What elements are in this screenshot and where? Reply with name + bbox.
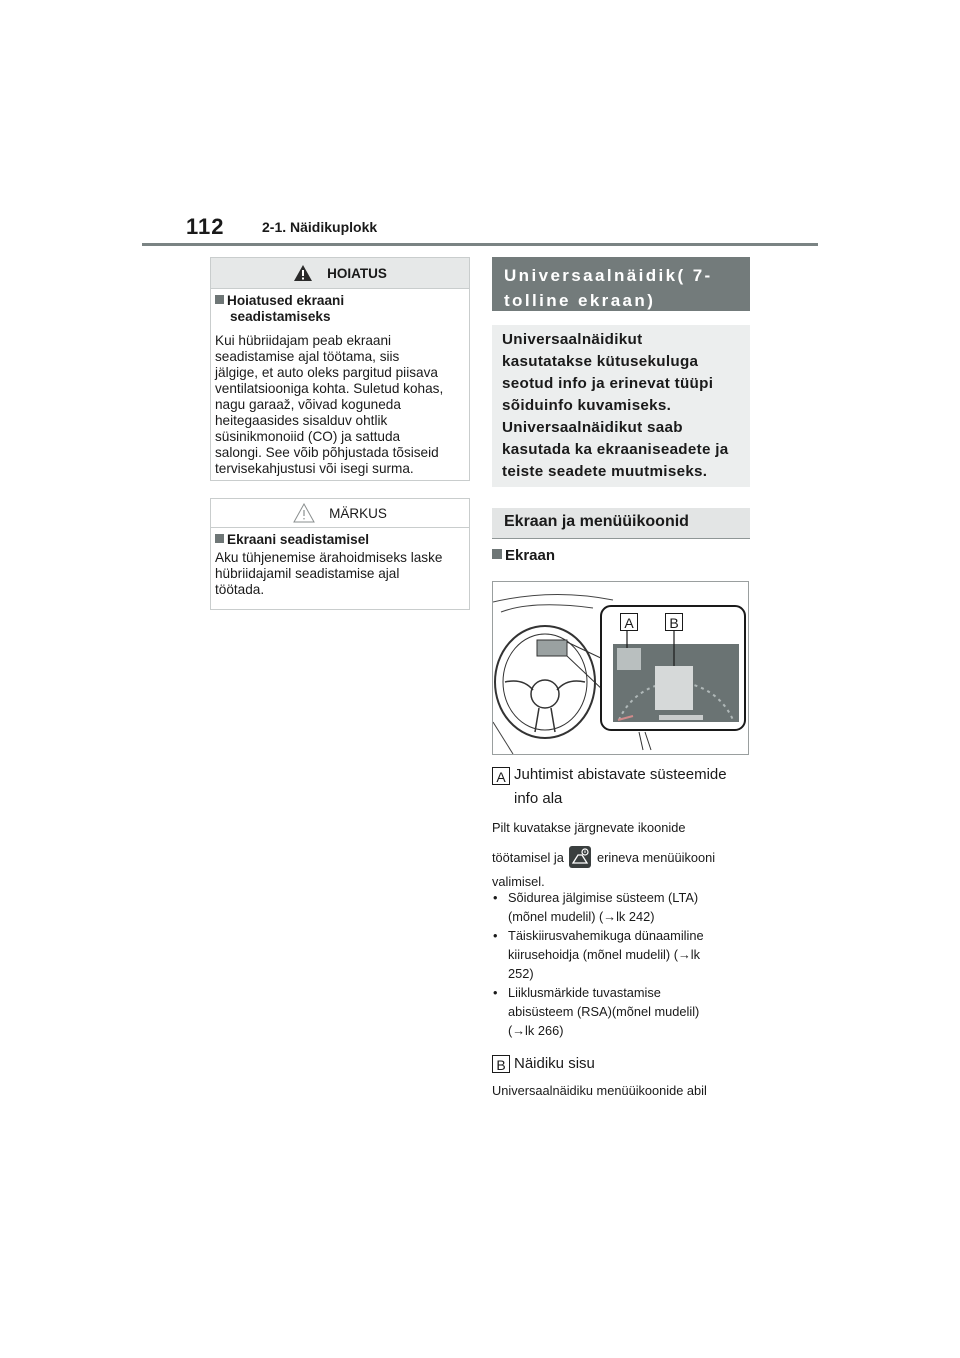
notice-subheading: Ekraani seadistamisel	[227, 532, 370, 547]
square-bullet-icon	[215, 295, 224, 304]
item-b-desc: Universaalnäidiku menüüikoonide abil	[492, 1083, 707, 1098]
item-a-desc-line-1: Pilt kuvatakse järgnevate ikoonide	[492, 820, 686, 835]
notice-title: MÄRKUS	[329, 505, 387, 521]
warning-subheading: Hoiatused ekraani seadistamiseks	[215, 293, 469, 325]
list-item: • Täiskiirusvahemikuga dünaamiline kiirusehoidja (mõnel mudelil) (→lk 252)	[492, 926, 750, 983]
header-rule	[142, 243, 818, 246]
notice-box-header	[211, 499, 469, 528]
warning-title: HOIATUS	[327, 265, 387, 281]
subheading-screen-icons: Ekraan ja menüüikoonid	[492, 508, 750, 538]
page-number: 112	[186, 214, 225, 239]
screen-label: Ekraan	[492, 547, 555, 564]
item-a-marker: A	[492, 767, 510, 785]
list-item: • Sõidurea jälgimise süsteem (LTA) (mõnel mudelil) (→lk 242)	[492, 888, 750, 926]
item-a-title: Juhtimist abistavate süsteemide info ala	[514, 766, 727, 807]
warning-triangle-icon	[293, 264, 313, 282]
list-item: • Liiklusmärkide tuvastamise abisüsteem (RSA)(mõnel mudelil) (→lk 266)	[492, 983, 750, 1040]
callout-b-box: B	[665, 613, 683, 631]
item-b-marker: B	[492, 1055, 510, 1073]
feature-list	[492, 888, 750, 1040]
intro-text: Universaalnäidikut kasutatakse kütusekuluga seotud info ja erinevat tüüpi sõiduinfo kuvamiseks. Universaalnäidikut saab kasutada ka ekraaniseadete ja teiste seadete muutmiseks.	[492, 325, 750, 487]
subheading-rule	[492, 538, 750, 539]
notice-body: Aku tühjenemise ärahoidmiseks laske hübriidajamil seadistamise ajal töötada.	[215, 550, 443, 597]
section-title: 2-1. Näidikuplokk	[262, 219, 378, 235]
warning-body: Kui hübriidajam peab ekraani seadistamise ajal töötama, siis jälgige, et auto oleks pargitud piisava ventilatsiooniga kohta. Suletud kohas, nagu garaaž, võivad koguneda heitegaasides sisalduv ohtlik süsinikmonoiid (CO) ja sattuda salongi. See võib põhjustada tõsiseid tervisekahjustusi või isegi surma.	[215, 333, 444, 476]
warning-box-header	[211, 258, 469, 289]
item-b-title: Näidiku sisu	[514, 1055, 595, 1072]
notice-box	[210, 498, 470, 610]
warning-box	[210, 257, 470, 481]
main-heading: Universaalnäidik( 7- tolline ekraan)	[492, 257, 750, 311]
square-bullet-icon	[215, 534, 224, 543]
instrument-cluster-illustration	[492, 581, 749, 755]
item-a-desc-line-2: töötamisel ja erineva menüüikooni	[492, 846, 715, 868]
notice-triangle-icon	[293, 503, 315, 523]
square-bullet-icon	[492, 549, 502, 559]
dashboard-drawing	[493, 582, 748, 754]
callout-a-box: A	[620, 613, 638, 631]
item-a-desc-line-3: valimisel.	[492, 874, 545, 889]
driving-assist-icon	[569, 846, 591, 868]
